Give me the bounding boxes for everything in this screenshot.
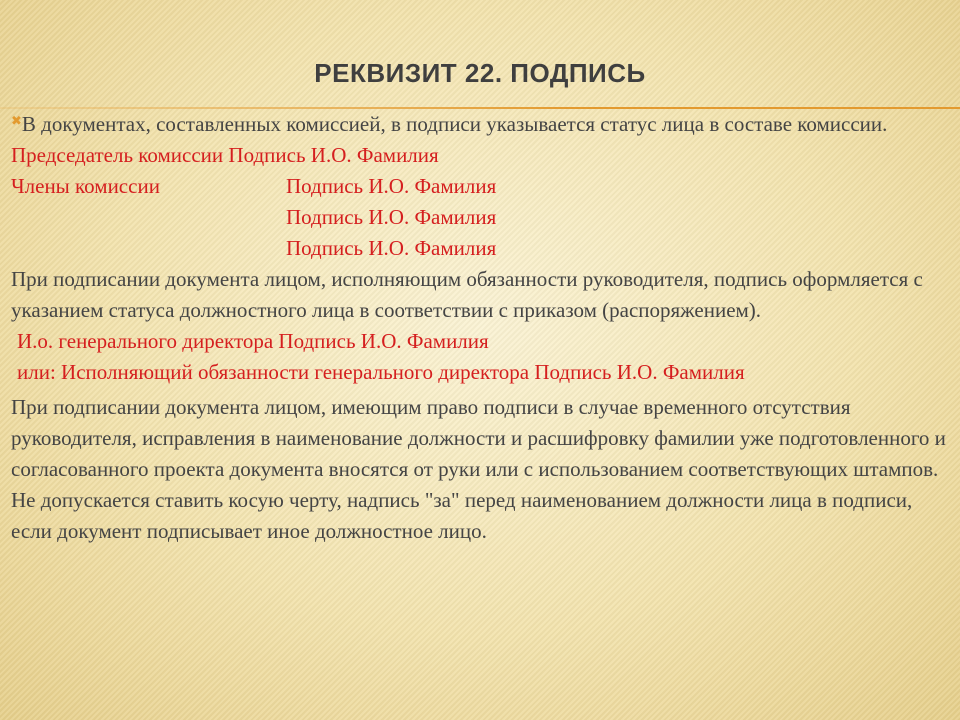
example-chair-line: Председатель комиссии Подпись И.О. Фамилия	[11, 143, 439, 167]
example-acting-director-line: И.о. генерального директора Подпись И.О. Фамилия	[17, 329, 489, 353]
paragraph-acting-head: При подписании документа лицом, исполняющим обязанности руководителя, подпись оформляется с указанием статуса должностного лица в соответствии с приказом (распоряжением).	[11, 267, 923, 322]
paragraph-commission	[11, 105, 951, 140]
slide-body	[11, 105, 951, 547]
slide-title: РЕКВИЗИТ 22. ПОДПИСЬ	[314, 58, 646, 88]
example-members-line	[11, 171, 951, 202]
paragraph-temporary-absence: При подписании документа лицом, имеющим право подписи в случае временного отсутствия руководителя, исправления в наименование должности и расшифровку фамилии уже подготовленного и согласованного проекта документа вносятся от руки или с использованием соответствующих штампов. Не допускается ставить косую черту, надпись "за" перед наименованием должности лица в подписи, если документ подписывает иное должностное лицо.	[11, 395, 946, 543]
member-signature-3: Подпись И.О. Фамилия	[286, 236, 497, 260]
x-mark-bullet-icon: ✖	[11, 113, 22, 128]
member-signature-1: Подпись И.О. Фамилия	[286, 174, 497, 198]
example-acting-director-alt-line: или: Исполняющий обязанности генерального директора Подпись И.О. Фамилия	[17, 360, 745, 384]
paragraph-commission-text: В документах, составленных комиссией, в подписи указывается статус лица в составе комиссии.	[21, 112, 888, 136]
member-signature-2: Подпись И.О. Фамилия	[286, 205, 497, 229]
members-label: Члены комиссии	[11, 174, 160, 198]
